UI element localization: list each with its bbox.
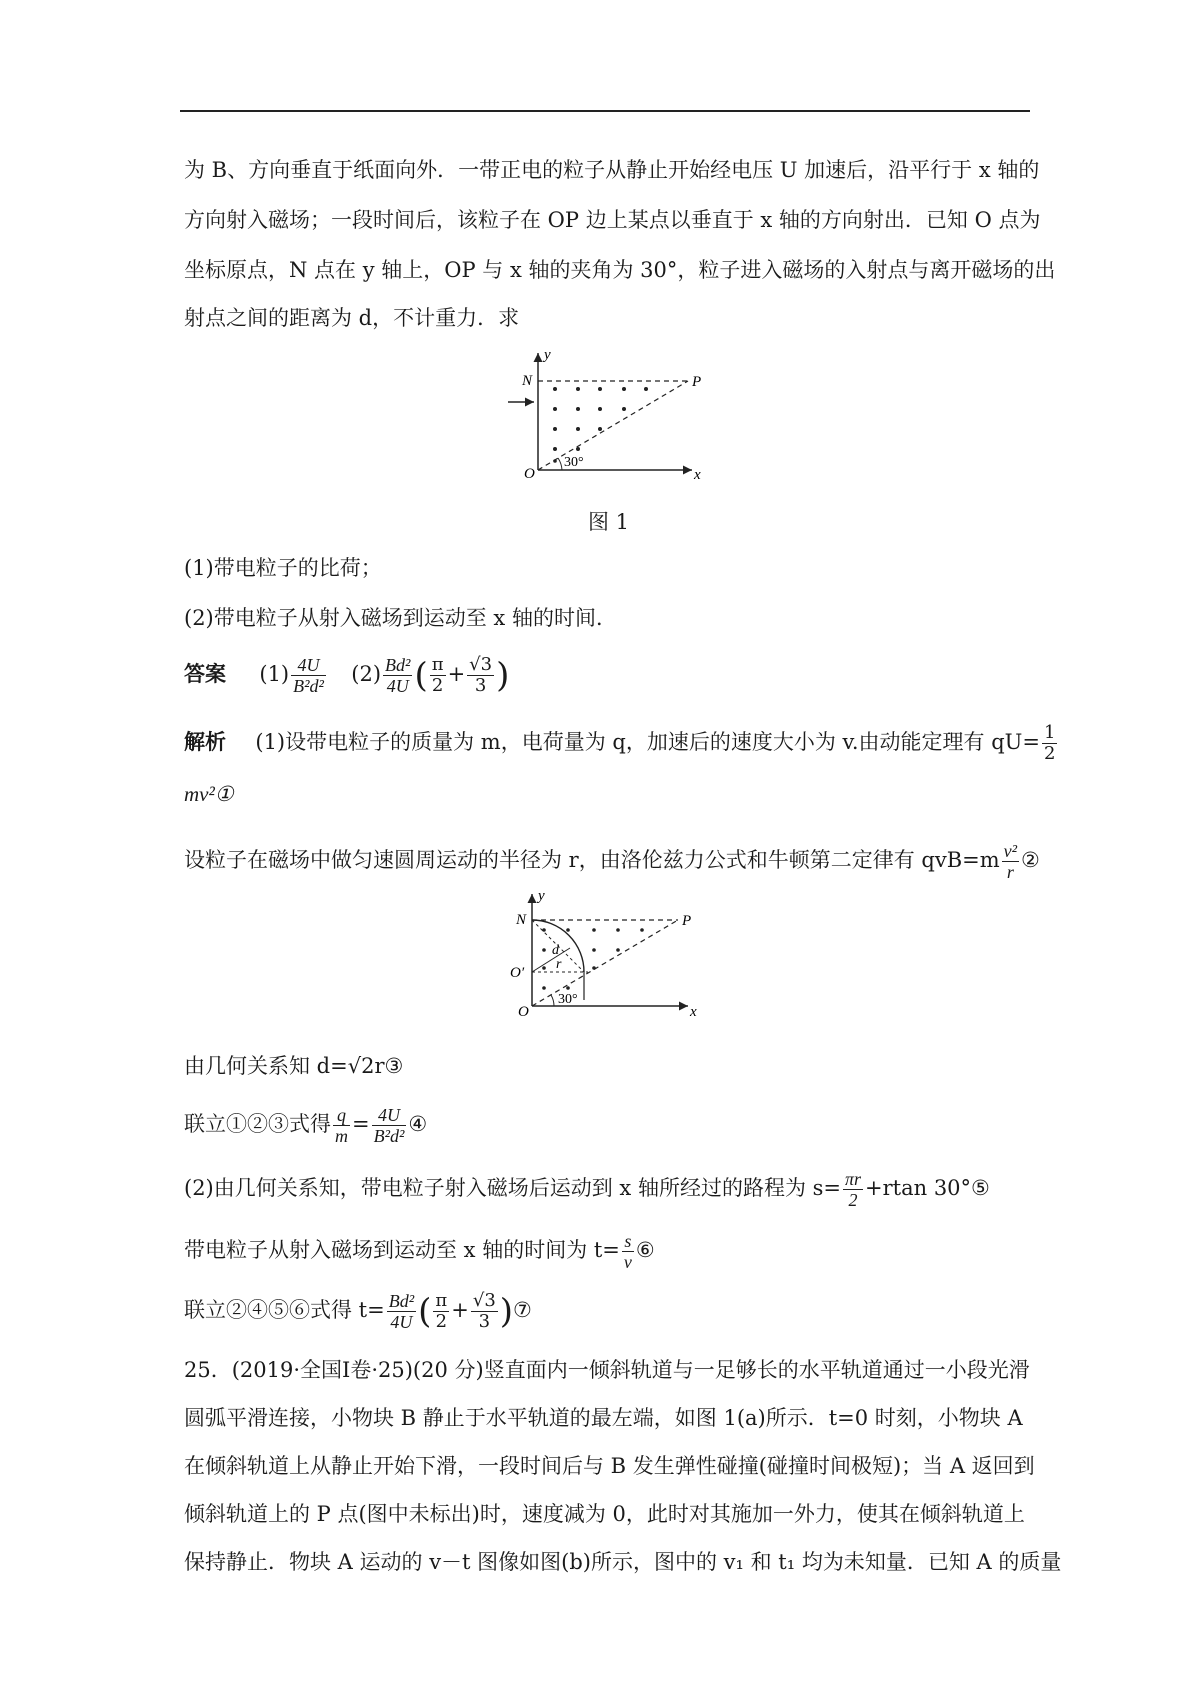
figure-1-diagram xyxy=(500,345,715,480)
problem25-line-5: 保持静止．物块 A 运动的 v－t 图像如图(b)所示，图中的 v₁ 和 t₁ 均为未知量．已知 A 的质量 xyxy=(184,1550,1062,1574)
analysis-line-2 xyxy=(184,836,1040,884)
analysis-text-1: (1)设带电粒子的质量为 m，电荷量为 q，加速后的速度大小为 v.由动能定理有 qU= xyxy=(255,730,1040,754)
figure-2-diagram xyxy=(508,888,718,1023)
fig1-angle-label: 30° xyxy=(564,455,584,470)
problem25-line-1: 25．(2019·全国Ⅰ卷·25)(20 分)竖直面内一倾斜轨道与一足够长的水平轨道通过一小段光滑 xyxy=(184,1358,1030,1382)
intro-line-4: 射点之间的距离为 d，不计重力．求 xyxy=(184,306,520,330)
analysis-text-7: 联立②④⑤⑥式得 t= xyxy=(184,1298,385,1322)
answer-plus: + xyxy=(447,662,466,686)
fig2-o-label: O xyxy=(518,1004,529,1020)
analysis-pir-fraction: $\frac{\pi r}{2}$ xyxy=(845,1169,862,1210)
fig1-y-label: y xyxy=(544,347,551,363)
analysis-line-7: 联立②④⑤⑥式得 t= $\frac{\text{Bd²}}{4U}$ ( $\frac{\pi}{2}$ + $\frac{√3}{3}$ )⑦ xyxy=(184,1290,532,1332)
answer-p2-fraction: $\frac{\text{Bd²}}{4U}$ xyxy=(385,655,411,696)
answer-p1-fraction: $\frac{4U}{\text{B²d²}}$ xyxy=(293,655,324,696)
answer-pi-fraction: $\frac{\pi}{2}$ xyxy=(431,654,444,696)
fig1-n-label: N xyxy=(522,373,533,389)
question-2: (2)带电粒子从射入磁场到运动至 x 轴的时间． xyxy=(184,606,617,630)
analysis-line-5 xyxy=(184,1164,990,1212)
analysis-half-fraction: $\frac{1}{2}$ xyxy=(1043,722,1056,764)
analysis-text-4: 联立①②③式得 xyxy=(184,1112,331,1136)
fig2-n-label: N xyxy=(516,912,527,928)
problem25-line-4: 倾斜轨道上的 P 点(图中未标出)时，速度减为 0，此时对其施加一外力，使其在倾斜轨道上 xyxy=(184,1502,1025,1526)
analysis-label: 解析 xyxy=(184,729,226,754)
fig2-oprime-label: O′ xyxy=(510,965,525,981)
analysis-eq-2: ② xyxy=(1021,848,1040,872)
analysis-line-1b: mv²① xyxy=(184,782,234,806)
analysis-line-6 xyxy=(184,1226,655,1274)
analysis-qm-fraction: $\frac{q}{m}$ xyxy=(335,1105,348,1146)
analysis-text-5b: +rtan 30°⑤ xyxy=(865,1176,990,1200)
fig1-x-label: x xyxy=(694,467,701,480)
analysis-line-3: 由几何关系知 d=√2r③ xyxy=(184,1054,404,1078)
analysis-eq-6: ⑥ xyxy=(635,1238,655,1262)
intro-line-3: 坐标原点，N 点在 y 轴上，OP 与 x 轴的夹角为 30°，粒子进入磁场的入射点与离开磁场的出 xyxy=(184,258,1056,282)
intro-line-1: 为 B、方向垂直于纸面向外．一带正电的粒子从静止开始经电压 U 加速后，沿平行于 x 轴的 xyxy=(184,158,1040,182)
answer-p2-prefix: (2) xyxy=(351,662,382,686)
analysis-text-6: 带电粒子从射入磁场到运动至 x 轴的时间为 t= xyxy=(184,1238,620,1262)
analysis-line-1 xyxy=(184,718,1059,766)
fig2-p-label: P xyxy=(682,913,692,929)
fig1-p-label: P xyxy=(692,374,702,390)
analysis-eq7-pi-fraction: $\frac{\pi}{2}$ xyxy=(435,1290,448,1332)
analysis-sv-fraction: $\frac{s}{v}$ xyxy=(623,1231,632,1272)
analysis-text-5: (2)由几何关系知，带电粒子射入磁场后运动到 x 轴所经过的路程为 s= xyxy=(184,1176,841,1200)
problem25-line-3: 在倾斜轨道上从静止开始下滑，一段时间后与 B 发生弹性碰撞(碰撞时间极短)；当 A 返回到 xyxy=(184,1454,1035,1478)
analysis-eq4-fraction: $\frac{4U}{\text{B²d²}}$ xyxy=(373,1105,405,1146)
analysis-eq7-fraction: $\frac{\text{Bd²}}{4U}$ xyxy=(388,1291,415,1332)
analysis-v2r-fraction: $\frac{\text{v²}}{r}$ xyxy=(1003,841,1018,882)
figure-1-caption: 图 1 xyxy=(588,510,630,534)
analysis-eq7-sqrt3-fraction: $\frac{√3}{3}$ xyxy=(472,1290,496,1332)
intro-line-2: 方向射入磁场；一段时间后，该粒子在 OP 边上某点以垂直于 x 轴的方向射出．已知 O 点为 xyxy=(184,208,1041,232)
answer-label: 答案 xyxy=(184,661,226,686)
problem25-line-2: 圆弧平滑连接，小物块 B 静止于水平轨道的最左端，如图 1(a)所示．t=0 时刻，小物块 A xyxy=(184,1406,1023,1430)
answer-p1-prefix: (1) xyxy=(259,662,290,686)
analysis-eq-7: ⑦ xyxy=(513,1298,532,1322)
analysis-line-4: 联立①②③式得 $\frac{q}{m}$ = $\frac{4U}{\text{B²d²}}$ ④ xyxy=(184,1105,428,1146)
analysis-eq7-plus: + xyxy=(451,1298,469,1322)
fig2-r-label: r xyxy=(556,957,562,972)
analysis-eq-4: ④ xyxy=(408,1112,428,1136)
answer-sqrt3-fraction: $\frac{√3}{3}$ xyxy=(469,654,493,696)
fig2-d-label: d xyxy=(552,943,559,958)
header-rule xyxy=(180,110,1030,112)
analysis-text-2: 设粒子在磁场中做匀速圆周运动的半径为 r，由洛伦兹力公式和牛顿第二定律有 qvB=m xyxy=(184,848,1000,872)
question-1: (1)带电粒子的比荷； xyxy=(184,556,382,580)
fig2-x-label: x xyxy=(690,1004,697,1020)
answer-line: 答案 (1) $\frac{4U}{\text{B²d²}}$ (2) $\frac{\text{Bd²}}{4U}$ ( $\frac{\pi}{2}$ + $\frac{√3}{3}$ ) xyxy=(184,654,510,696)
fig1-o-label: O xyxy=(524,466,535,480)
fig2-y-label: y xyxy=(538,888,545,904)
fig2-angle-label: 30° xyxy=(558,992,578,1007)
